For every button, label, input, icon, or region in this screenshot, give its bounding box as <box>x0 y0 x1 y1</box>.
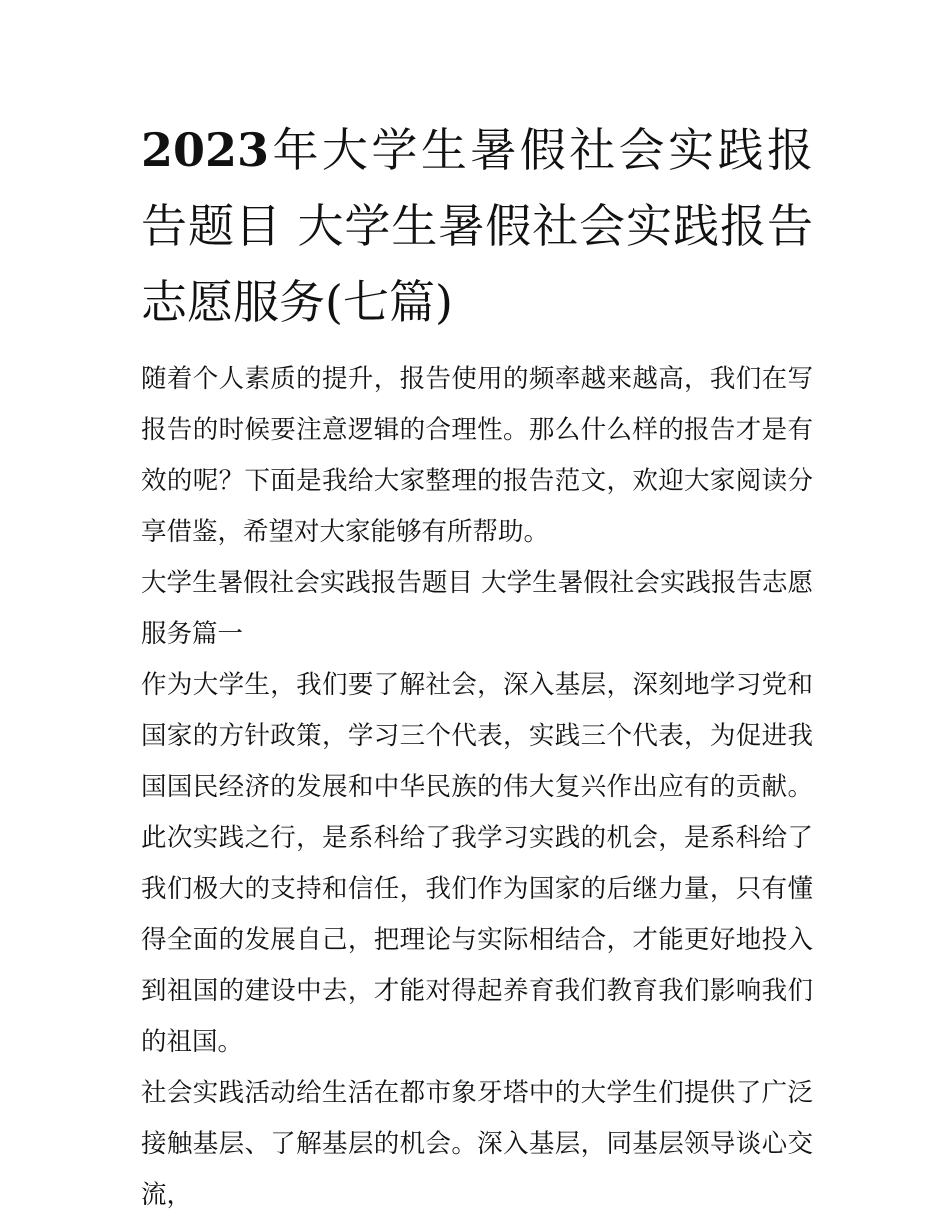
body-paragraph: 作为大学生，我们要了解社会，深入基层，深刻地学习党和国家的方针政策，学习三个代表，实践三个代表，为促进我国国民经济的发展和中华民族的伟大复兴作出应有的贡献。此次实践之行，是系科给了我学习实践的机会，是系科给了我们极大的支持和信任，我们作为国家的后继力量，只有懂得全面的发展自己，把理论与实际相结合，才能更好地投入到祖国的建设中去，才能对得起养育我们教育我们影响我们的祖国。 <box>141 670 813 1057</box>
title-year: 2023 <box>141 123 270 177</box>
document-title <box>141 112 813 340</box>
intro-paragraph: 随着个人素质的提升，报告使用的频率越来越高，我们在写报告的时候要注意逻辑的合理性。那么什么样的报告才是有效的呢？下面是我给大家整理的报告范文，欢迎大家阅读分享借鉴，希望对大家能够有所帮助。 <box>141 364 813 547</box>
title-text: 年大学生暑假社会实践报告题目 大学生暑假社会实践报告志愿服务(七篇) <box>141 123 813 329</box>
body-paragraph: 社会实践活动给生活在都市象牙塔中的大学生们提供了广泛接触基层、了解基层的机会。深入基层，同基层领导谈心交流， <box>141 1078 813 1210</box>
document-page <box>141 112 813 1221</box>
section-heading: 大学生暑假社会实践报告题目 大学生暑假社会实践报告志愿服务篇一 <box>141 568 813 649</box>
